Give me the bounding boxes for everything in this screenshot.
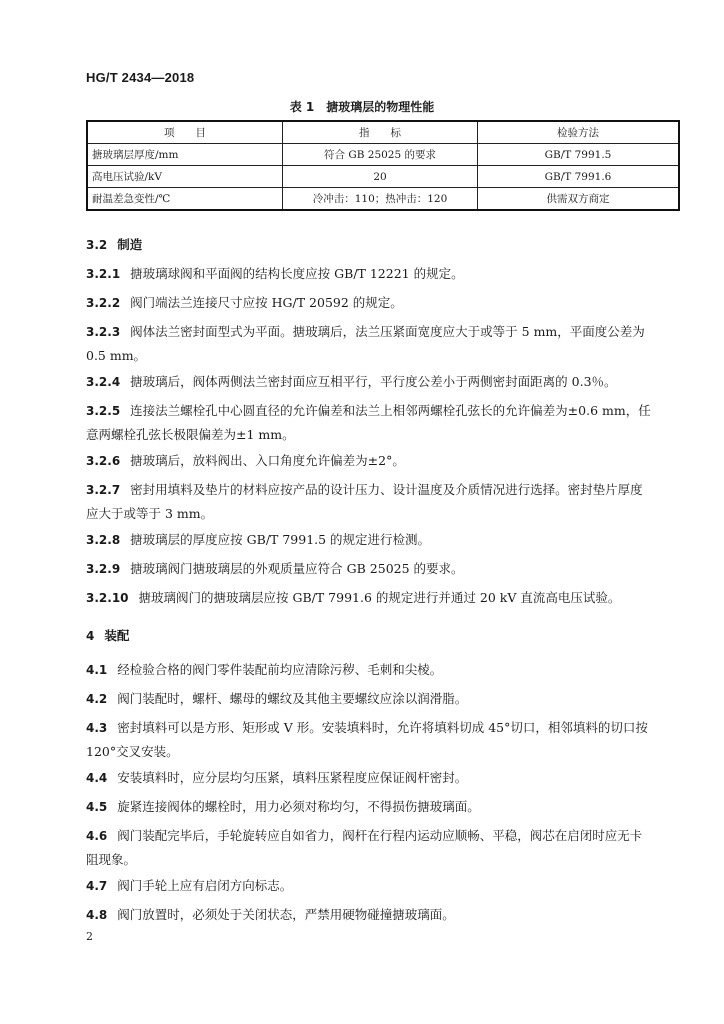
standard-code: HG/T 2434—2018 [86,70,195,85]
clause-text: 装配 [104,628,130,643]
clause-text: 密封用填料及垫片的材料应按产品的设计压力、设计温度及介质情况进行选择。密封垫片厚度应大于或等于 3 mm。 [86,482,643,521]
column-header-method: 检验方法 [478,121,680,144]
column-header-spec: 指 标 [283,121,478,144]
clause-number: 3.2.8 [86,533,121,547]
clause-number: 3.2 [86,238,108,252]
clause-paragraph [86,903,652,927]
clause-paragraph [86,399,652,446]
table-cell: 耐温差急变性/℃ [87,188,283,211]
clause-number: 3.2.10 [86,591,129,605]
clause-text: 密封填料可以是方形、矩形或 V 形。安装填料时，允许将填料切成 45°切口，相邻填料的切口按 120°交叉安装。 [86,720,648,759]
clause-paragraph [86,824,652,871]
clause-paragraph [86,291,652,315]
clause-number: 4.5 [86,800,108,814]
clause-number: 4.4 [86,771,108,785]
clause-paragraph [86,586,652,610]
table-header-row [87,121,679,144]
clause-number: 4.2 [86,692,108,706]
clause-text: 安装填料时，应分层均匀压紧，填料压紧程度应保证阀杆密封。 [117,770,468,785]
table-title: 表 1 搪玻璃层的物理性能 [289,100,435,114]
section-heading [86,624,652,648]
clause-text: 制造 [117,237,143,252]
clause-paragraph [86,795,652,819]
table-cell: 符合 GB 25025 的要求 [283,144,478,166]
clause-number: 4 [86,629,95,643]
clause-paragraph [86,528,652,552]
physical-properties-table [86,120,680,211]
clause-text: 经检验合格的阀门零件装配前均应清除污秽、毛刺和尖棱。 [117,662,443,677]
column-header-item: 项 目 [87,121,283,144]
clause-text: 搪玻璃后，放料阀出、入口角度允许偏差为±2°。 [130,453,405,468]
clause-paragraph [86,320,652,367]
clause-paragraph [86,766,652,790]
table-row [87,188,679,211]
table-row [87,166,679,188]
clause-text: 搪玻璃阀门搪玻璃层的外观质量应符合 GB 25025 的要求。 [130,561,464,576]
clause-number: 4.1 [86,663,108,677]
clause-number: 4.7 [86,879,108,893]
table-cell: 冷冲击：110；热冲击：120 [283,188,478,211]
clause-paragraph [86,370,652,394]
clause-text: 阀门装配完毕后，手轮旋转应自如省力，阀杆在行程内运动应顺畅、平稳，阀芯在启闭时应无卡阻现象。 [86,828,643,867]
clause-text: 搪玻璃阀门的搪玻璃层应按 GB/T 7991.6 的规定进行并通过 20 kV 直流高电压试验。 [138,590,621,605]
clause-text: 搪玻璃后，阀体两侧法兰密封面应互相平行，平行度公差小于两侧密封面距离的 0.3％。 [130,374,617,389]
clause-number: 3.2.9 [86,562,121,576]
clause-number: 4.8 [86,908,108,922]
clause-text: 搪玻璃球阀和平面阀的结构长度应按 GB/T 12221 的规定。 [130,266,464,281]
page-number: 2 [86,930,93,943]
clause-text: 阀门放置时，必须处于关闭状态，严禁用硬物碰撞搪玻璃面。 [117,907,455,922]
clause-paragraph [86,716,652,763]
table-cell: GB/T 7991.6 [478,166,680,188]
clause-text: 搪玻璃层的厚度应按 GB/T 7991.5 的规定进行检测。 [130,532,431,547]
clause-paragraph [86,557,652,581]
clause-paragraph [86,262,652,286]
clause-number: 3.2.3 [86,325,121,339]
clause-number: 3.2.6 [86,454,121,468]
clause-number: 3.2.7 [86,483,121,497]
clause-number: 3.2.1 [86,267,121,281]
clause-paragraph [86,658,652,682]
clause-number: 4.3 [86,721,108,735]
table-cell: GB/T 7991.5 [478,144,680,166]
clause-text: 阀门装配时，螺杆、螺母的螺纹及其他主要螺纹应涂以润滑脂。 [117,691,468,706]
clause-number: 4.6 [86,829,108,843]
table-row [87,144,679,166]
section-heading [86,233,652,257]
table-cell: 供需双方商定 [478,188,680,211]
clause-text: 旋紧连接阀体的螺栓时，用力必须对称均匀，不得损伤搪玻璃面。 [117,799,480,814]
table-cell: 高电压试验/kV [87,166,283,188]
table-cell: 搪玻璃层厚度/mm [87,144,283,166]
clause-number: 3.2.4 [86,375,121,389]
clause-number: 3.2.5 [86,404,121,418]
clause-paragraph [86,449,652,473]
clause-text: 连接法兰螺栓孔中心圆直径的允许偏差和法兰上相邻两螺栓孔弦长的允许偏差为±0.6 mm，任意两螺栓孔弦长极限偏差为±1 mm。 [86,403,651,442]
table-cell: 20 [283,166,478,188]
clause-text: 阀门端法兰连接尺寸应按 HG/T 20592 的规定。 [130,295,403,310]
clause-text: 阀体法兰密封面型式为平面。搪玻璃后，法兰压紧面宽度应大于或等于 5 mm，平面度公差为 0.5 mm。 [86,324,645,363]
clause-paragraph [86,874,652,898]
clause-paragraph [86,687,652,711]
clause-number: 3.2.2 [86,296,121,310]
clause-paragraph [86,478,652,525]
clause-text: 阀门手轮上应有启闭方向标志。 [117,878,293,893]
